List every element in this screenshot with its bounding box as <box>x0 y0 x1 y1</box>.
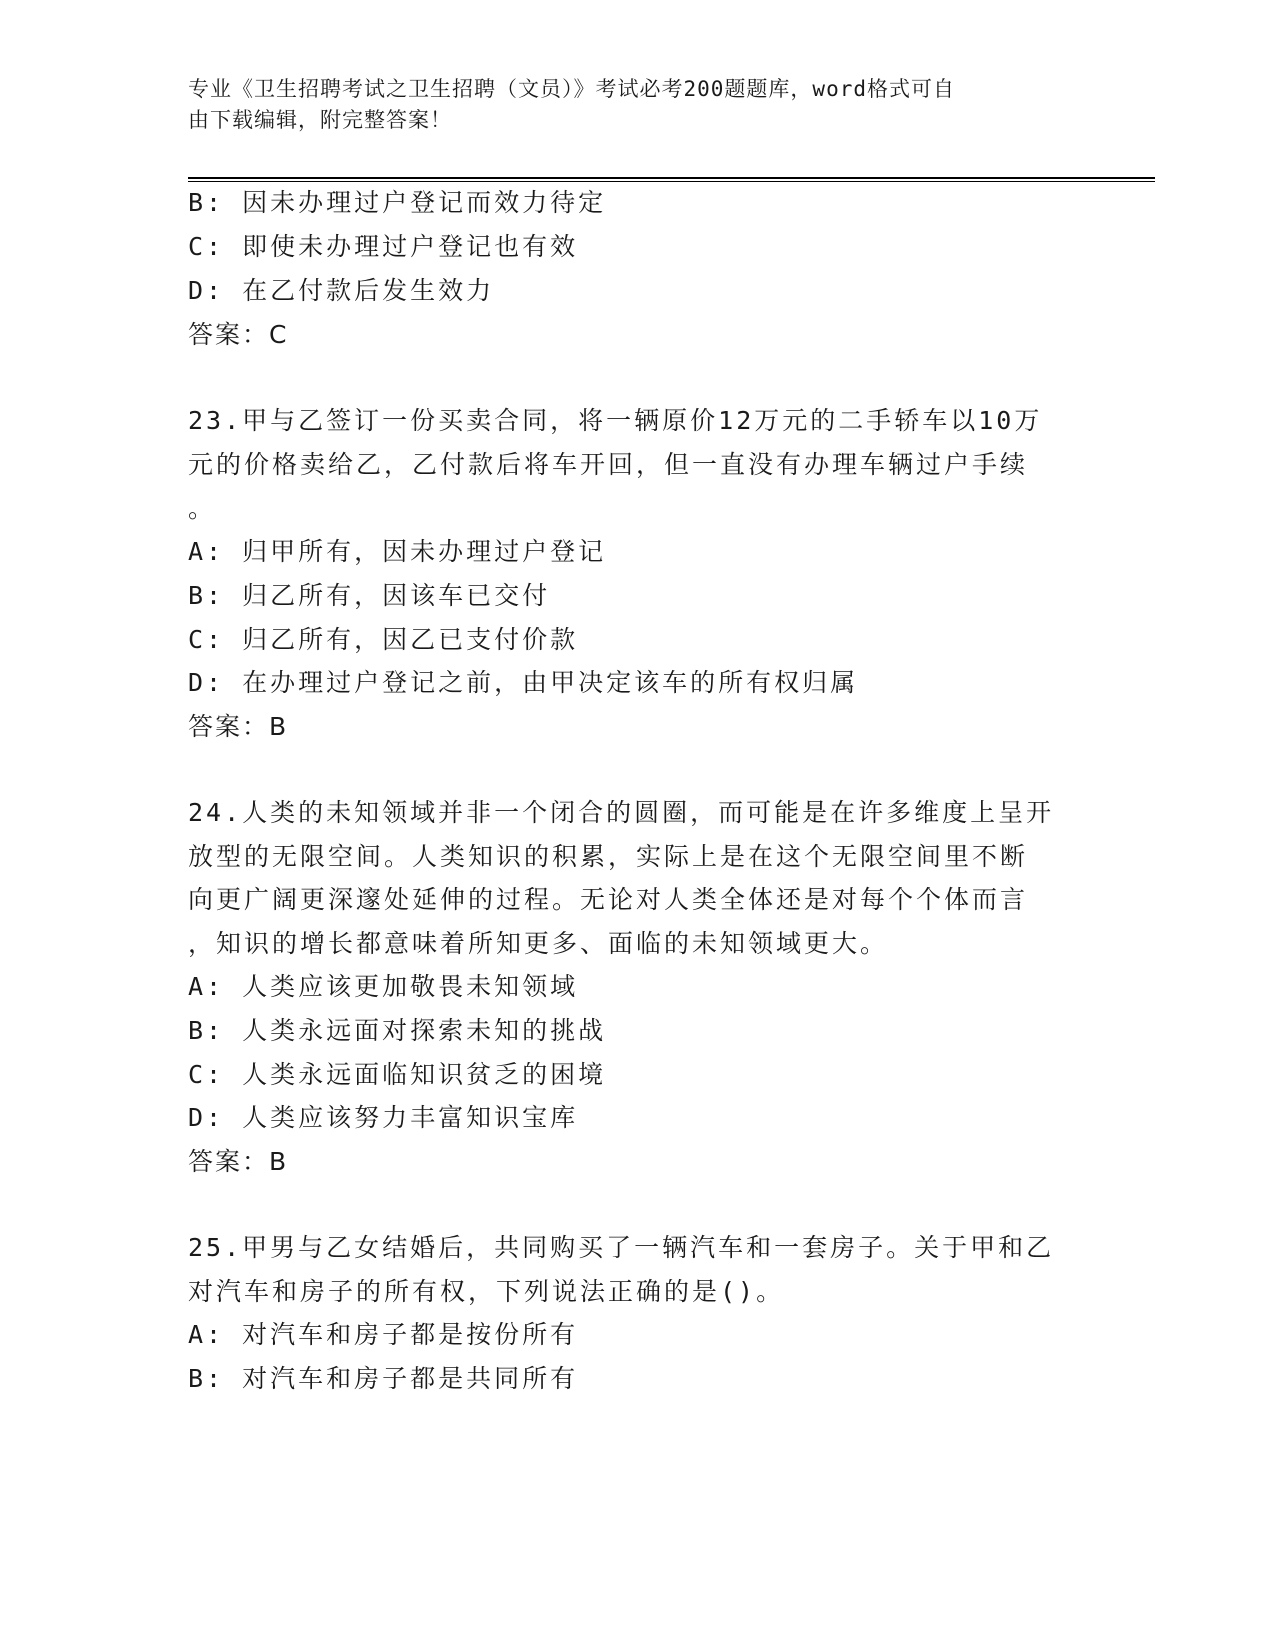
q23-stem-line-1: 23.甲与乙签订一份买卖合同，将一辆原价12万元的二手轿车以10万 <box>188 406 1043 435</box>
prev-option-c: C: 即使未办理过户登记也有效 <box>188 232 579 261</box>
prev-option-d: D: 在乙付款后发生效力 <box>188 276 495 305</box>
q23-stem-line-3: 。 <box>188 494 217 523</box>
header-divider-thick <box>188 177 1155 179</box>
q25-option-b: B: 对汽车和房子都是共同所有 <box>188 1364 579 1393</box>
q24-stem-line-4: ，知识的增长都意味着所知更多、面临的未知领域更大。 <box>188 929 889 958</box>
q25-stem-line-1: 25.甲男与乙女结婚后，共同购买了一辆汽车和一套房子。关于甲和乙 <box>188 1233 1055 1262</box>
q23-option-c: C: 归乙所有，因乙已支付价款 <box>188 625 579 654</box>
header-line-2: 由下载编辑，附完整答案！ <box>188 108 452 132</box>
q24-stem-line-2: 放型的无限空间。人类知识的积累，实际上是在这个无限空间里不断 <box>188 842 1029 871</box>
header-line-1: 专业《卫生招聘考试之卫生招聘（文员）》考试必考200题题库，word格式可自 <box>188 77 955 101</box>
q23-stem-line-2: 元的价格卖给乙，乙付款后将车开回，但一直没有办理车辆过户手续 <box>188 450 1029 479</box>
document-header <box>188 74 1088 136</box>
q24-option-c: C: 人类永远面临知识贫乏的困境 <box>188 1060 607 1089</box>
prev-answer: 答案：C <box>188 320 289 349</box>
header-divider-thin <box>188 181 1155 182</box>
q23-option-a: A: 归甲所有，因未办理过户登记 <box>188 537 607 566</box>
q23-answer: 答案：B <box>188 712 289 741</box>
q24-option-a: A: 人类应该更加敬畏未知领域 <box>188 972 579 1001</box>
q23-option-b: B: 归乙所有，因该车已交付 <box>188 581 551 610</box>
prev-option-b: B: 因未办理过户登记而效力待定 <box>188 188 607 217</box>
q24-option-b: B: 人类永远面对探索未知的挑战 <box>188 1016 607 1045</box>
q23-option-d: D: 在办理过户登记之前，由甲决定该车的所有权归属 <box>188 668 859 697</box>
q24-stem-line-1: 24.人类的未知领域并非一个闭合的圆圈，而可能是在许多维度上呈开 <box>188 798 1055 827</box>
q25-stem-line-2: 对汽车和房子的所有权，下列说法正确的是()。 <box>188 1277 785 1306</box>
q24-option-d: D: 人类应该努力丰富知识宝库 <box>188 1103 579 1132</box>
q24-stem-line-3: 向更广阔更深邃处延伸的过程。无论对人类全体还是对每个个体而言 <box>188 885 1029 914</box>
q24-answer: 答案：B <box>188 1147 289 1176</box>
q25-option-a: A: 对汽车和房子都是按份所有 <box>188 1320 579 1349</box>
